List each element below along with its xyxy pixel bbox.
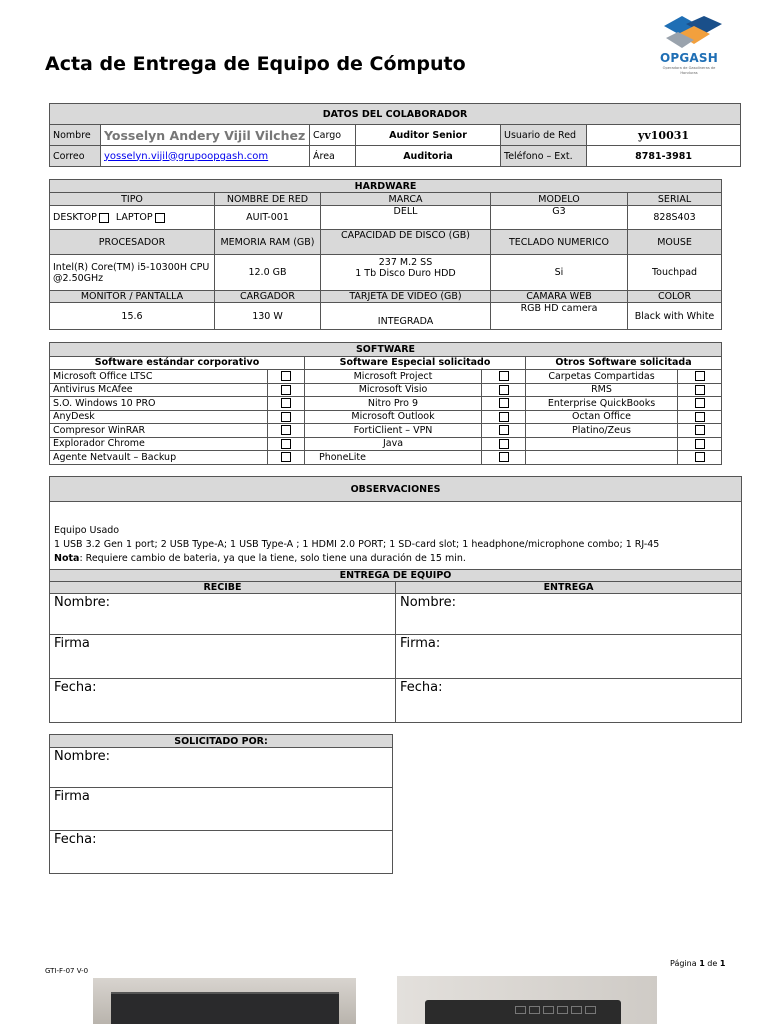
hw-label-teclado: TECLADO NUMERICO — [491, 230, 628, 255]
colaborador-header: DATOS DEL COLABORADOR — [50, 104, 741, 125]
page-prefix: Página — [670, 959, 700, 968]
software-otros-name — [526, 451, 678, 465]
software-estandar-checkbox[interactable] — [281, 452, 291, 462]
checkbox-cell — [482, 424, 526, 438]
observaciones-header: OBSERVACIONES — [50, 477, 742, 502]
software-estandar-name: Agente Netvault – Backup — [50, 451, 268, 465]
software-estandar-name: AnyDesk — [50, 410, 268, 424]
software-estandar-name: Compresor WinRAR — [50, 424, 268, 438]
colaborador-table — [49, 103, 741, 167]
obs-line1: Equipo Usado — [54, 525, 120, 536]
page-mid: de — [704, 959, 720, 968]
page-number — [670, 959, 725, 968]
correo-label: Correo — [50, 146, 101, 167]
software-especial-checkbox[interactable] — [499, 371, 509, 381]
software-especial-checkbox[interactable] — [499, 439, 509, 449]
software-estandar-checkbox[interactable] — [281, 425, 291, 435]
logo-mark-icon — [656, 16, 722, 50]
software-estandar-checkbox[interactable] — [281, 439, 291, 449]
software-row — [50, 397, 722, 411]
tipo-cell — [50, 206, 215, 230]
marca-value: DELL — [321, 206, 491, 230]
hw-label-monitor: MONITOR / PANTALLA — [50, 291, 215, 303]
software-especial-name: Java — [305, 437, 482, 451]
software-otros-checkbox[interactable] — [695, 385, 705, 395]
software-row — [50, 437, 722, 451]
hw-label-color: COLOR — [628, 291, 722, 303]
page-total: 1 — [719, 959, 726, 968]
solicitado-firma-field[interactable]: Firma — [50, 788, 393, 831]
serial-value: 828S403 — [628, 206, 722, 230]
software-otros-name: Carpetas Compartidas — [526, 370, 678, 384]
document-title: Acta de Entrega de Equipo de Cómputo — [45, 53, 466, 75]
software-otros-checkbox[interactable] — [695, 425, 705, 435]
hw-label-tipo: TIPO — [50, 193, 215, 206]
hw-label-camara: CAMARA WEB — [491, 291, 628, 303]
checkbox-cell — [268, 451, 305, 465]
hw-label-video: TARJETA DE VIDEO (GB) — [321, 291, 491, 303]
hw-label-marca: MARCA — [321, 193, 491, 206]
software-otros-checkbox[interactable] — [695, 439, 705, 449]
software-estandar-checkbox[interactable] — [281, 385, 291, 395]
entrega-firma-field[interactable]: Firma: — [396, 635, 742, 679]
software-row — [50, 451, 722, 465]
solicitado-table — [49, 734, 393, 874]
hw-label-modelo: MODELO — [491, 193, 628, 206]
software-estandar-name: S.O. Windows 10 PRO — [50, 397, 268, 411]
software-especial-name: Microsoft Project — [305, 370, 482, 384]
software-header: SOFTWARE — [50, 343, 722, 357]
software-otros-name — [526, 437, 678, 451]
area-value: Auditoria — [356, 146, 501, 167]
usuario-value: yv10031 — [587, 125, 741, 146]
laptop-checkbox[interactable] — [155, 213, 165, 223]
monitor-value: 15.6 — [50, 303, 215, 330]
checkbox-cell — [268, 410, 305, 424]
software-row — [50, 370, 722, 384]
hw-label-cargador: CARGADOR — [215, 291, 321, 303]
camara-value: RGB HD camera — [491, 303, 628, 330]
software-estandar-name: Microsoft Office LTSC — [50, 370, 268, 384]
cargador-value: 130 W — [215, 303, 321, 330]
sw-col-estandar: Software estándar corporativo — [50, 356, 305, 370]
checkbox-cell — [482, 370, 526, 384]
software-estandar-checkbox[interactable] — [281, 371, 291, 381]
entrega-header: ENTREGA DE EQUIPO — [50, 570, 742, 582]
sw-col-especial: Software Especial solicitado — [305, 356, 526, 370]
disco-line1: 237 M.2 SS — [378, 257, 433, 268]
software-estandar-name: Antivirus McAfee — [50, 383, 268, 397]
software-row — [50, 383, 722, 397]
solicitado-fecha-field[interactable]: Fecha: — [50, 831, 393, 874]
telefono-label: Teléfono – Ext. — [501, 146, 587, 167]
memoria-value: 12.0 GB — [215, 255, 321, 291]
opgash-logo — [650, 16, 728, 82]
software-estandar-name: Explorador Chrome — [50, 437, 268, 451]
form-code: GTI-F-07 V-0 — [45, 967, 89, 975]
hw-label-mouse: MOUSE — [628, 230, 722, 255]
software-estandar-checkbox[interactable] — [281, 398, 291, 408]
disco-cell — [321, 255, 491, 291]
recibe-header: RECIBE — [50, 582, 396, 594]
desktop-label: DESKTOP — [53, 212, 97, 223]
entrega-col-header: ENTREGA — [396, 582, 742, 594]
software-row — [50, 410, 722, 424]
checkbox-cell — [482, 451, 526, 465]
software-row — [50, 424, 722, 438]
telefono-value: 8781-3981 — [587, 146, 741, 167]
mouse-value: Touchpad — [628, 255, 722, 291]
entrega-fecha-field[interactable]: Fecha: — [396, 679, 742, 723]
recibe-firma-field[interactable]: Firma — [50, 635, 396, 679]
checkbox-cell — [482, 383, 526, 397]
software-especial-checkbox[interactable] — [499, 412, 509, 422]
software-otros-checkbox[interactable] — [695, 398, 705, 408]
checkbox-cell — [268, 424, 305, 438]
logo-brand-text: OPGASH — [659, 51, 719, 65]
laptop-photo — [93, 978, 356, 1024]
software-otros-checkbox[interactable] — [695, 412, 705, 422]
sw-col-otros: Otros Software solicitada — [526, 356, 722, 370]
observaciones-body — [50, 502, 742, 570]
checkbox-cell — [268, 437, 305, 451]
modelo-value: G3 — [491, 206, 628, 230]
hardware-header: HARDWARE — [50, 180, 722, 193]
laptop-label: LAPTOP — [115, 212, 153, 223]
solicitado-header: SOLICITADO POR: — [50, 735, 393, 748]
checkbox-cell — [268, 397, 305, 411]
software-estandar-checkbox[interactable] — [281, 412, 291, 422]
color-value: Black with White — [628, 303, 722, 330]
checkbox-cell — [268, 370, 305, 384]
hw-label-nombre-red: NOMBRE DE RED — [215, 193, 321, 206]
checkbox-cell — [482, 437, 526, 451]
software-especial-checkbox[interactable] — [499, 398, 509, 408]
usuario-label: Usuario de Red — [501, 125, 587, 146]
observaciones-table — [49, 476, 742, 723]
checkbox-cell — [482, 397, 526, 411]
software-otros-checkbox[interactable] — [695, 371, 705, 381]
nombre-red-value: AUIT-001 — [215, 206, 321, 230]
checkbox-cell — [678, 397, 722, 411]
software-otros-checkbox[interactable] — [695, 452, 705, 462]
software-especial-checkbox[interactable] — [499, 425, 509, 435]
software-especial-name: FortiClient – VPN — [305, 424, 482, 438]
cargo-value: Auditor Senior — [356, 125, 501, 146]
recibe-fecha-field[interactable]: Fecha: — [50, 679, 396, 723]
checkbox-cell — [678, 410, 722, 424]
checkbox-cell — [268, 383, 305, 397]
nota-label: Nota — [54, 553, 80, 564]
checkbox-cell — [678, 383, 722, 397]
nombre-value: Yosselyn Andery Vijil Vilchez — [101, 125, 310, 146]
laptop-keyboard-image — [425, 1000, 621, 1024]
recibe-nombre-field[interactable]: Nombre: — [50, 594, 396, 635]
teclado-value: Si — [491, 255, 628, 291]
obs-nota — [54, 552, 737, 566]
checkbox-cell — [678, 451, 722, 465]
nota-text: : Requiere cambio de bateria, ya que la tiene, solo tiene una duración de 15 min. — [79, 553, 466, 564]
software-especial-name: PhoneLite — [305, 451, 482, 465]
cargo-label: Cargo — [310, 125, 356, 146]
laptop-ports-photo — [397, 976, 657, 1024]
software-rows — [50, 370, 722, 465]
logo-tagline: Operadora de Gasolineras de Honduras — [662, 66, 716, 75]
entrega-nombre-field[interactable]: Nombre: — [396, 594, 742, 635]
correo-link[interactable]: yosselyn.vijil@grupoopgash.com — [101, 146, 310, 167]
software-otros-name: Platino/Zeus — [526, 424, 678, 438]
checkbox-cell — [678, 424, 722, 438]
software-otros-name: Enterprise QuickBooks — [526, 397, 678, 411]
disco-line2: 1 Tb Disco Duro HDD — [355, 268, 456, 279]
hw-label-memoria: MEMORIA RAM (GB) — [215, 230, 321, 255]
solicitado-nombre-field[interactable]: Nombre: — [50, 748, 393, 788]
checkbox-cell — [678, 437, 722, 451]
desktop-checkbox[interactable] — [99, 213, 109, 223]
hw-label-serial: SERIAL — [628, 193, 722, 206]
laptop-screen-image — [111, 992, 339, 1024]
video-value: INTEGRADA — [321, 303, 491, 330]
software-table — [49, 342, 722, 465]
software-especial-name: Microsoft Visio — [305, 383, 482, 397]
procesador-value: Intel(R) Core(TM) i5-10300H CPU @2.50GHz — [50, 255, 215, 291]
software-otros-name: RMS — [526, 383, 678, 397]
hw-label-disco: CAPACIDAD DE DISCO (GB) — [321, 230, 491, 255]
hardware-table — [49, 179, 722, 330]
checkbox-cell — [482, 410, 526, 424]
page-current: 1 — [699, 959, 705, 968]
software-otros-name: Octan Office — [526, 410, 678, 424]
nombre-label: Nombre — [50, 125, 101, 146]
software-especial-name: Microsoft Outlook — [305, 410, 482, 424]
software-especial-name: Nitro Pro 9 — [305, 397, 482, 411]
obs-line2: 1 USB 3.2 Gen 1 port; 2 USB Type-A; 1 USB Type-A ; 1 HDMI 2.0 PORT; 1 SD-card slot; 1 headphone/microphone combo; 1 RJ-45 — [54, 539, 660, 550]
software-especial-checkbox[interactable] — [499, 452, 509, 462]
checkbox-cell — [678, 370, 722, 384]
area-label: Área — [310, 146, 356, 167]
hw-label-procesador: PROCESADOR — [50, 230, 215, 255]
software-especial-checkbox[interactable] — [499, 385, 509, 395]
